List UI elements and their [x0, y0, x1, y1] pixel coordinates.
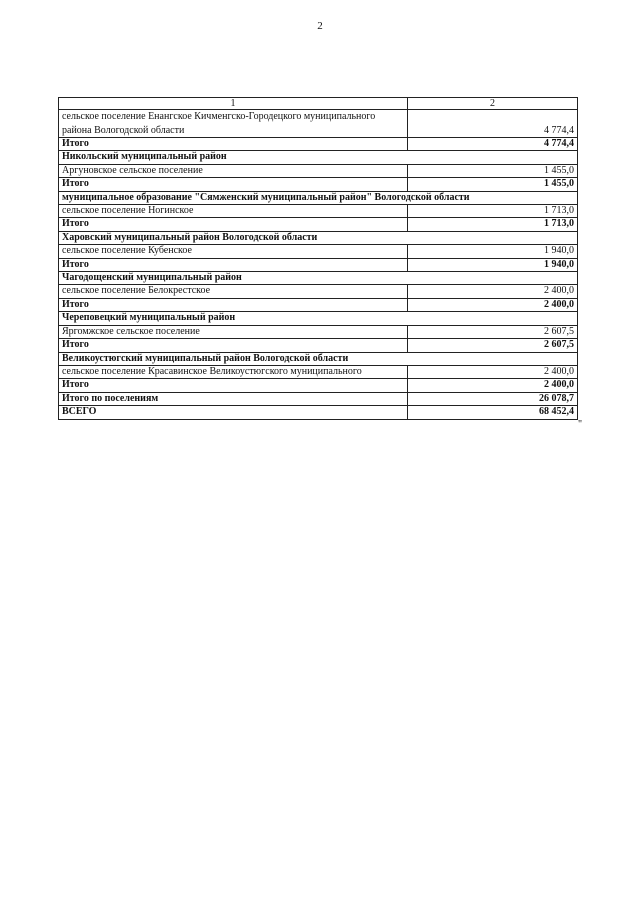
section-heading: Великоустюгский муниципальный район Вологодской области [59, 352, 578, 365]
total-label: Итого [59, 339, 408, 352]
total-label: Итого [59, 178, 408, 191]
total-row [59, 138, 578, 151]
total-label: ВСЕГО [59, 406, 408, 419]
settlement-name: Яргомжское сельское поселение [59, 325, 408, 338]
section-heading: Харовский муниципальный район Вологодской области [59, 231, 578, 244]
section-heading: Череповецкий муниципальный район [59, 312, 578, 325]
total-label: Итого [59, 258, 408, 271]
header-col-1: 1 [59, 98, 408, 110]
total-value: 68 452,4 [408, 406, 578, 419]
section-heading-row [59, 352, 578, 365]
table-body [59, 98, 578, 420]
total-row [59, 298, 578, 311]
total-value: 2 400,0 [408, 379, 578, 392]
settlement-name: сельское поселение Белокрестское [59, 285, 408, 298]
table-row [59, 110, 578, 138]
total-value: 1 940,0 [408, 258, 578, 271]
table-row [59, 285, 578, 298]
amount-value: 2 400,0 [408, 285, 578, 298]
total-value: 2 400,0 [408, 298, 578, 311]
table-row [59, 325, 578, 338]
total-row [59, 178, 578, 191]
section-heading-row [59, 312, 578, 325]
total-label: Итого [59, 379, 408, 392]
closing-quote: " [578, 419, 583, 430]
total-value: 2 607,5 [408, 339, 578, 352]
total-row [59, 339, 578, 352]
total-row [59, 392, 578, 405]
total-value: 1 455,0 [408, 178, 578, 191]
table-row [59, 205, 578, 218]
section-heading-row [59, 191, 578, 204]
settlement-name: сельское поселение Ногинское [59, 205, 408, 218]
section-heading: Чагодощенский муниципальный район [59, 272, 578, 285]
header-col-2: 2 [408, 98, 578, 110]
amount-value: 4 774,4 [408, 110, 578, 138]
table-row [59, 164, 578, 177]
total-label: Итого [59, 218, 408, 231]
budget-table [58, 97, 578, 420]
table-row [59, 365, 578, 378]
section-heading-row [59, 272, 578, 285]
total-value: 26 078,7 [408, 392, 578, 405]
amount-value: 1 455,0 [408, 164, 578, 177]
amount-value: 2 607,5 [408, 325, 578, 338]
page-number: 2 [317, 20, 323, 32]
total-label: Итого [59, 138, 408, 151]
amount-value: 1 940,0 [408, 245, 578, 258]
total-label: Итого по поселениям [59, 392, 408, 405]
section-heading-row [59, 151, 578, 164]
amount-value: 1 713,0 [408, 205, 578, 218]
section-heading-row [59, 231, 578, 244]
total-row [59, 258, 578, 271]
table-header-row [59, 98, 578, 110]
total-row [59, 406, 578, 419]
settlement-name: сельское поселение Красавинское Великоустюгского муниципального [59, 365, 408, 378]
section-heading: Никольский муниципальный район [59, 151, 578, 164]
settlement-name: сельское поселение Кубенское [59, 245, 408, 258]
total-value: 4 774,4 [408, 138, 578, 151]
amount-value: 2 400,0 [408, 365, 578, 378]
total-row [59, 218, 578, 231]
settlement-name: Аргуновское сельское поселение [59, 164, 408, 177]
total-label: Итого [59, 298, 408, 311]
settlement-name: сельское поселение Енангское Кичменгско-Городецкого муниципального района Вологодской области [59, 110, 408, 138]
total-value: 1 713,0 [408, 218, 578, 231]
table-row [59, 245, 578, 258]
total-row [59, 379, 578, 392]
section-heading: муниципальное образование "Сямженский муниципальный район" Вологодской области [59, 191, 578, 204]
